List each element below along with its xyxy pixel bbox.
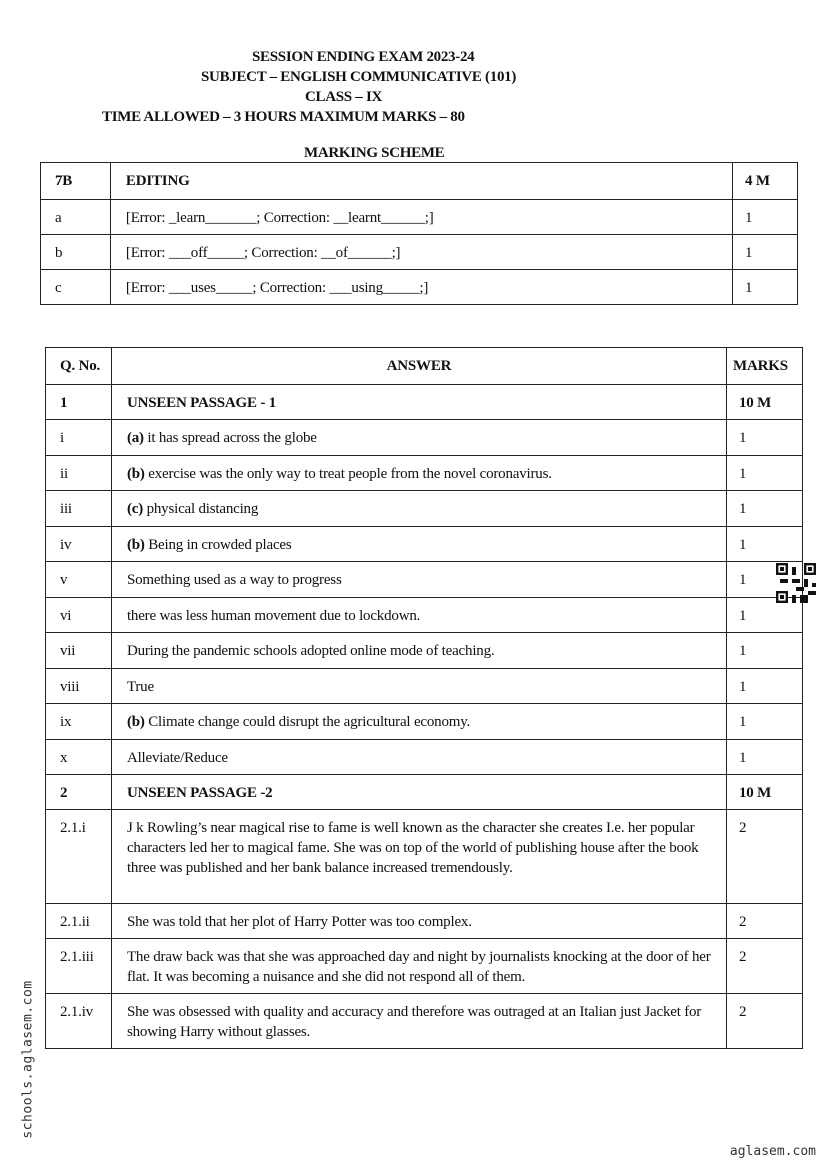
table-row: [46, 491, 803, 527]
answer-text: The draw back was that she was approached day and night by journalists knocking at the door of her flat. It was becoming a nuisance and she did not respond all of them.: [126, 949, 711, 985]
subject-title: SUBJECT – ENGLISH COMMUNICATIVE (101): [201, 69, 517, 85]
marks-cell: 10 M: [727, 385, 803, 420]
marks-cell: 2: [727, 810, 803, 904]
table-row: [46, 456, 803, 491]
table-row: [46, 385, 803, 420]
editing-row: [41, 200, 798, 235]
answer-text: She was told that her plot of Harry Potter was too complex.: [126, 914, 472, 930]
answer-header: ANSWER: [111, 348, 726, 385]
qno-cell: 2.1.ii: [46, 904, 112, 939]
marks-cell: 4 M: [733, 163, 798, 200]
table-row: [46, 527, 803, 562]
qno-cell: iv: [46, 527, 112, 562]
option-label: (a): [126, 430, 144, 446]
marks-cell: 1: [733, 270, 798, 305]
answer-cell: [111, 598, 726, 633]
marks-cell: 1: [727, 491, 803, 527]
table-row: [46, 939, 803, 994]
answers-header-row: [46, 348, 803, 385]
marks-cell: 1: [727, 420, 803, 456]
answer-text: She was obsessed with quality and accuracy and therefore was outraged at an Italian just Jacket for showing Harry without glasses.: [126, 1004, 702, 1040]
table-row: [46, 994, 803, 1049]
watermark-left: schools.aglasem.com: [20, 980, 36, 1139]
qno-cell: c: [41, 270, 111, 305]
table-row: [46, 810, 803, 904]
qno-cell: vii: [46, 633, 112, 669]
time-marks-line: TIME ALLOWED – 3 HOURS MAXIMUM MARKS – 80: [102, 109, 465, 125]
answer-text: exercise was the only way to treat people from the novel coronavirus.: [144, 466, 552, 482]
qno-cell: x: [46, 740, 112, 775]
exam-title: SESSION ENDING EXAM 2023-24: [252, 49, 475, 65]
title-cell: EDITING: [110, 163, 732, 200]
answer-cell: [111, 633, 726, 669]
qno-cell: viii: [46, 669, 112, 704]
qno-cell: ix: [46, 704, 112, 740]
answer-cell: [111, 810, 726, 904]
qno-cell: i: [46, 420, 112, 456]
answer-text: physical distancing: [143, 501, 259, 517]
answer-cell: [111, 994, 726, 1049]
qno-cell: 1: [46, 385, 112, 420]
qno-cell: b: [41, 235, 111, 270]
answer-text: Being in crowded places: [144, 537, 292, 553]
qno-cell: a: [41, 200, 111, 235]
qno-header: Q. No.: [46, 348, 112, 385]
marks-header: MARKS: [727, 348, 803, 385]
answer-cell: [111, 904, 726, 939]
table-row: [46, 775, 803, 810]
marks-cell: 1: [733, 235, 798, 270]
marks-cell: 1: [727, 598, 803, 633]
option-label: (b): [126, 537, 145, 553]
marks-cell: 2: [727, 939, 803, 994]
marking-scheme-title: MARKING SCHEME: [304, 145, 445, 161]
qno-cell: vi: [46, 598, 112, 633]
answer-cell: [111, 385, 726, 420]
answer-text: During the pandemic schools adopted online mode of teaching.: [126, 643, 495, 659]
table-row: [46, 598, 803, 633]
qr-code-icon: [776, 563, 816, 603]
answers-table: [45, 347, 803, 1049]
answer-cell: [Error: ___uses_____; Correction: ___using_____;]: [110, 270, 732, 305]
answer-cell: [111, 456, 726, 491]
marks-cell: 2: [727, 994, 803, 1049]
table-row: [46, 704, 803, 740]
answer-text: Something used as a way to progress: [126, 572, 342, 588]
answer-cell: [111, 527, 726, 562]
answer-text: UNSEEN PASSAGE - 1: [126, 395, 277, 411]
qno-cell: 2.1.i: [46, 810, 112, 904]
table-row: [46, 420, 803, 456]
qno-cell: iii: [46, 491, 112, 527]
option-label: (c): [126, 501, 144, 517]
answer-cell: [111, 669, 726, 704]
marks-cell: 1: [727, 633, 803, 669]
table-row: [46, 904, 803, 939]
table-row: [46, 669, 803, 704]
table-row: [46, 633, 803, 669]
answer-text: Climate change could disrupt the agricultural economy.: [144, 714, 471, 730]
answer-cell: [Error: ___off_____; Correction: __of______;]: [110, 235, 732, 270]
marks-cell: 10 M: [727, 775, 803, 810]
marks-cell: 1: [727, 456, 803, 491]
class-title: CLASS – IX: [305, 89, 383, 105]
marks-cell: 1: [727, 669, 803, 704]
editing-header-row: [41, 163, 798, 200]
answer-cell: [111, 562, 726, 598]
qno-cell: ii: [46, 456, 112, 491]
marks-cell: 1: [727, 704, 803, 740]
answer-text: True: [126, 679, 154, 695]
qno-cell: 2: [46, 775, 112, 810]
option-label: (b): [126, 714, 145, 730]
answer-cell: [Error: _learn_______; Correction: __learnt______;]: [110, 200, 732, 235]
marks-cell: 1: [727, 527, 803, 562]
editing-row: [41, 235, 798, 270]
answer-cell: [111, 704, 726, 740]
marks-cell: 2: [727, 904, 803, 939]
qno-cell: 2.1.iii: [46, 939, 112, 994]
marks-cell: 1: [733, 200, 798, 235]
answer-text: UNSEEN PASSAGE -2: [126, 785, 273, 801]
answer-cell: [111, 740, 726, 775]
option-label: (b): [126, 466, 145, 482]
table-row: [46, 740, 803, 775]
qno-cell: v: [46, 562, 112, 598]
marks-cell: 1: [727, 740, 803, 775]
qno-cell: 2.1.iv: [46, 994, 112, 1049]
watermark-right: aglasem.com: [729, 1144, 816, 1159]
answer-text: it has spread across the globe: [143, 430, 317, 446]
editing-table: [40, 162, 798, 305]
answer-cell: [111, 775, 726, 810]
marks-cell: 1: [727, 562, 803, 598]
answer-text: J k Rowling’s near magical rise to fame is well known as the character she creates I.e. her popular characters led her to magical fame. She was on top of the world of publishing house after the book three was published and her bank balance increased tremendously.: [126, 820, 699, 876]
qno-cell: 7B: [41, 163, 111, 200]
answer-text: there was less human movement due to lockdown.: [126, 608, 421, 624]
editing-row: [41, 270, 798, 305]
answer-text: Alleviate/Reduce: [126, 750, 228, 766]
table-row: [46, 562, 803, 598]
answer-cell: [111, 491, 726, 527]
answer-cell: [111, 420, 726, 456]
answer-cell: [111, 939, 726, 994]
